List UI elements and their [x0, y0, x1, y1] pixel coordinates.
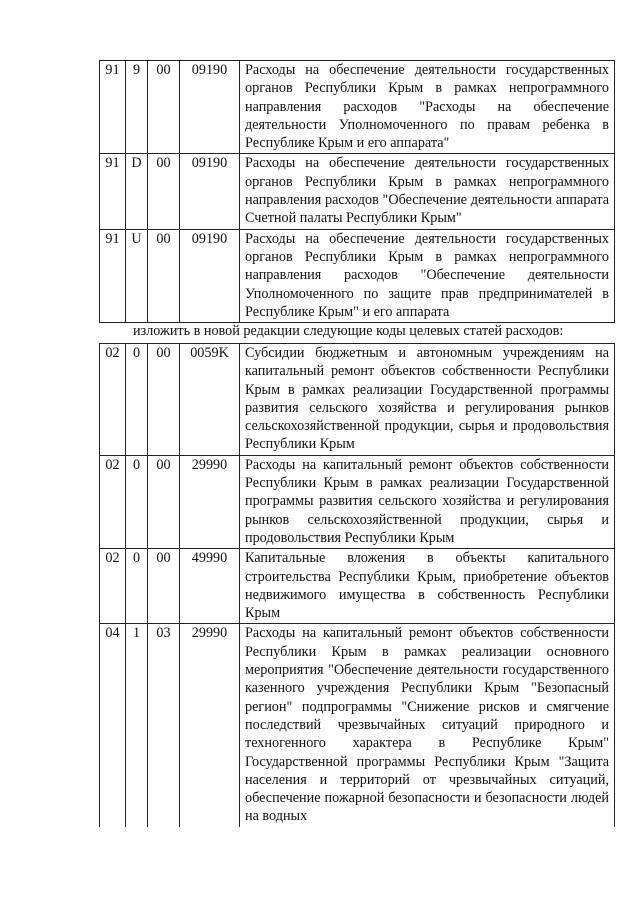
event-code-cell: 00: [148, 455, 180, 548]
subprogram-code-cell: 9: [126, 61, 148, 154]
table-row: [100, 61, 615, 154]
program-code-cell: 91: [100, 229, 126, 322]
program-code-cell: 02: [100, 344, 126, 456]
program-code-cell: 02: [100, 549, 126, 624]
program-code-cell: 91: [100, 61, 126, 154]
table-row: [100, 229, 615, 322]
expense-direction-code-cell: 29990: [180, 455, 240, 548]
intro-paragraph: изложить в новой редакции следующие коды целевых статей расходов:: [133, 323, 564, 339]
description-cell: Расходы на капитальный ремонт объектов собственности Республики Крым в рамках реализации Государственной программы развития сельского хозяйства и регулирования рынков сельскохозяйственной продукции, сырья и продовольствия Республики Крым: [240, 455, 615, 548]
description-cell: Расходы на обеспечение деятельности государственных органов Республики Крым в рамках непрограммного направления расходов "Обеспечение деятельности Уполномоченного по защите прав предпринимателей в Республике Крым" и его аппарата: [240, 229, 615, 322]
expense-direction-code-cell: 09190: [180, 229, 240, 322]
description-cell: Расходы на обеспечение деятельности государственных органов Республики Крым в рамках непрограммного направления расходов "Расходы на обеспечение деятельности Уполномоченного по правам ребенка в Республике Крым и его аппарата": [240, 61, 615, 154]
program-code-cell: 04: [100, 624, 126, 827]
description-cell: Расходы на обеспечение деятельности государственных органов Республики Крым в рамках непрограммного направления расходов "Обеспечение деятельности аппарата Счетной палаты Республики Крым": [240, 154, 615, 229]
table-row: [100, 344, 615, 456]
target-codes-table-bottom: [99, 343, 615, 827]
event-code-cell: 00: [148, 154, 180, 229]
table-row: [100, 455, 615, 548]
expense-direction-code-cell: 29990: [180, 624, 240, 827]
table-row: [100, 549, 615, 624]
expense-direction-code-cell: 0059K: [180, 344, 240, 456]
description-cell: Расходы на капитальный ремонт объектов собственности Республики Крым в рамках реализации основного мероприятия "Обеспечение деятельности государственного казенного учреждения Республики Крым "Безопасный регион" подпрограммы "Снижение рисков и смягчение последствий чрезвычайных ситуаций природного и техногенного характера в Республике Крым" Государственной программы Республики Крым "Защита населения и территорий от чрезвычайных ситуаций, обеспечение пожарной безопасности и безопасности людей на водных: [240, 624, 615, 827]
expense-direction-code-cell: 49990: [180, 549, 240, 624]
expense-direction-code-cell: 09190: [180, 61, 240, 154]
event-code-cell: 00: [148, 229, 180, 322]
target-codes-table-top: [99, 60, 615, 323]
event-code-cell: 03: [148, 624, 180, 827]
subprogram-code-cell: 0: [126, 455, 148, 548]
description-cell: Субсидии бюджетным и автономным учреждениям на капитальный ремонт объектов собственности Республики Крым в рамках реализации Государственной программы развития сельского хозяйства и регулирования рынков сельскохозяйственной продукции, сырья и продовольствия Республики Крым: [240, 344, 615, 456]
program-code-cell: 02: [100, 455, 126, 548]
description-cell: Капитальные вложения в объекты капитального строительства Республики Крым, приобретение объектов недвижимого имущества в собственность Республики Крым: [240, 549, 615, 624]
subprogram-code-cell: 0: [126, 549, 148, 624]
table-row: [100, 624, 615, 827]
table-row: [100, 154, 615, 229]
subprogram-code-cell: 1: [126, 624, 148, 827]
program-code-cell: 91: [100, 154, 126, 229]
event-code-cell: 00: [148, 61, 180, 154]
subprogram-code-cell: U: [126, 229, 148, 322]
event-code-cell: 00: [148, 549, 180, 624]
expense-direction-code-cell: 09190: [180, 154, 240, 229]
event-code-cell: 00: [148, 344, 180, 456]
subprogram-code-cell: 0: [126, 344, 148, 456]
subprogram-code-cell: D: [126, 154, 148, 229]
